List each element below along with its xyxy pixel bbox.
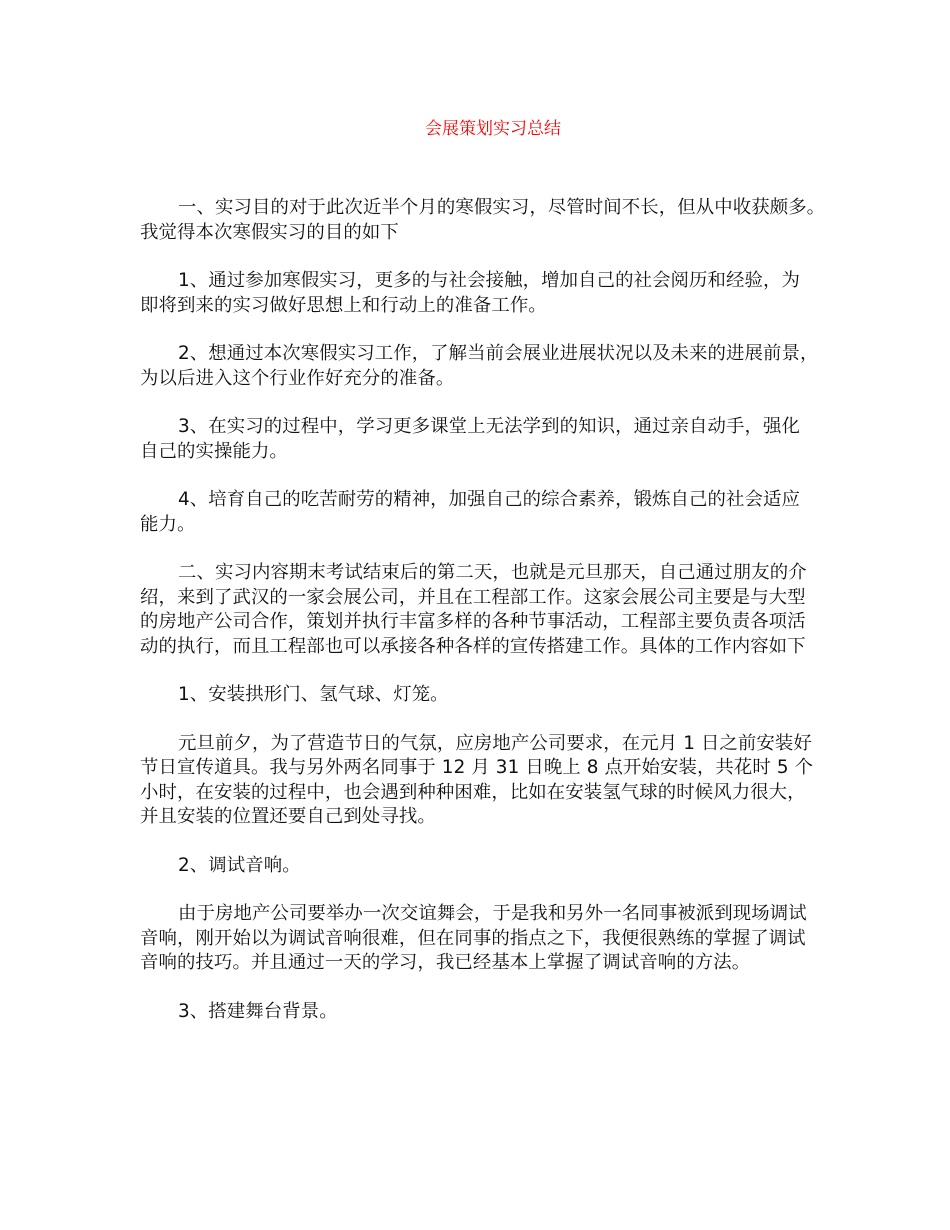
- text-line: 即将到来的实习做好思想上和行动上的准备工作。: [140, 294, 547, 316]
- text-line: 并且安装的位置还要自己到处寻找。: [140, 806, 436, 827]
- text-line: 的房地产公司合作，策划并执行丰富多样的各种节事活动，工程部主要负责各项活: [140, 611, 806, 632]
- paragraph: [140, 488, 812, 537]
- text-line: 4、培育自己的吃苦耐劳的精神，加强自己的综合素养，锻炼自己的社会适应: [178, 489, 800, 510]
- text-line: 元旦前夕，为了营造节日的气氛，应房地产公司要求，在元月 1 日之前安装好: [178, 732, 812, 754]
- paragraph: [140, 902, 812, 976]
- text-line: 节日宣传道具。我与另外两名同事于 12 月 31 日晚上 8 点开始安装，共花时 5 个: [140, 757, 814, 778]
- paragraph: [140, 854, 812, 879]
- paragraph: [140, 415, 812, 464]
- text-line: 3、在实习的过程中，学习更多课堂上无法学到的知识，通过亲自动手，强化: [178, 416, 800, 437]
- text-line: 自己的实操能力。: [140, 440, 288, 462]
- paragraph: [140, 561, 812, 659]
- paragraph: [140, 1000, 812, 1025]
- text-line: 绍，来到了武汉的一家会展公司，并且在工程部工作。这家会展公司主要是与大型: [140, 586, 806, 608]
- paragraph: [140, 683, 812, 708]
- text-line: 1、安装拱形门、氢气球、灯笼。: [178, 684, 449, 705]
- text-line: 小时，在安装的过程中，也会遇到种种困难，比如在安装氢气球的时候风力很大，: [140, 781, 806, 803]
- text-line: 1、通过参加寒假实习，更多的与社会接触，增加自己的社会阅历和经验，为: [178, 270, 800, 291]
- document-body: [140, 196, 826, 1048]
- paragraph: [140, 732, 812, 830]
- text-line: 2、想通过本次寒假实习工作，了解当前会展业进展状况以及未来的进展前景，: [178, 343, 819, 364]
- text-line: 2、调试音响。: [178, 854, 301, 876]
- text-line: 一、实习目的对于此次近半个月的寒假实习，尽管时间不长，但从中收获颇多。: [178, 197, 826, 218]
- text-line: 能力。: [140, 513, 196, 535]
- text-line: 由于房地产公司要举办一次交谊舞会，于是我和另外一名同事被派到现场调试: [178, 903, 807, 924]
- text-line: 音响，刚开始以为调试音响很难，但在同事的指点之下，我便很熟练的掌握了调试: [140, 927, 806, 949]
- text-line: 音响的技巧。并且通过一天的学习，我已经基本上掌握了调试音响的方法。: [140, 952, 751, 973]
- text-line: 二、实习内容期末考试结束后的第二天，也就是元旦那天，自己通过朋友的介: [178, 562, 807, 583]
- paragraph: [140, 342, 819, 391]
- text-line: 动的执行，而且工程部也可以承接各种各样的宣传搭建工作。具体的工作内容如下: [140, 635, 806, 657]
- paragraph: [140, 269, 812, 318]
- text-line: 为以后进入这个行业作好充分的准备。: [140, 367, 455, 389]
- document-title: 会展策划实习总结: [425, 119, 561, 139]
- text-line: 我觉得本次寒假实习的目的如下: [140, 221, 399, 243]
- text-line: 3、搭建舞台背景。: [178, 1000, 338, 1022]
- paragraph: [140, 196, 826, 245]
